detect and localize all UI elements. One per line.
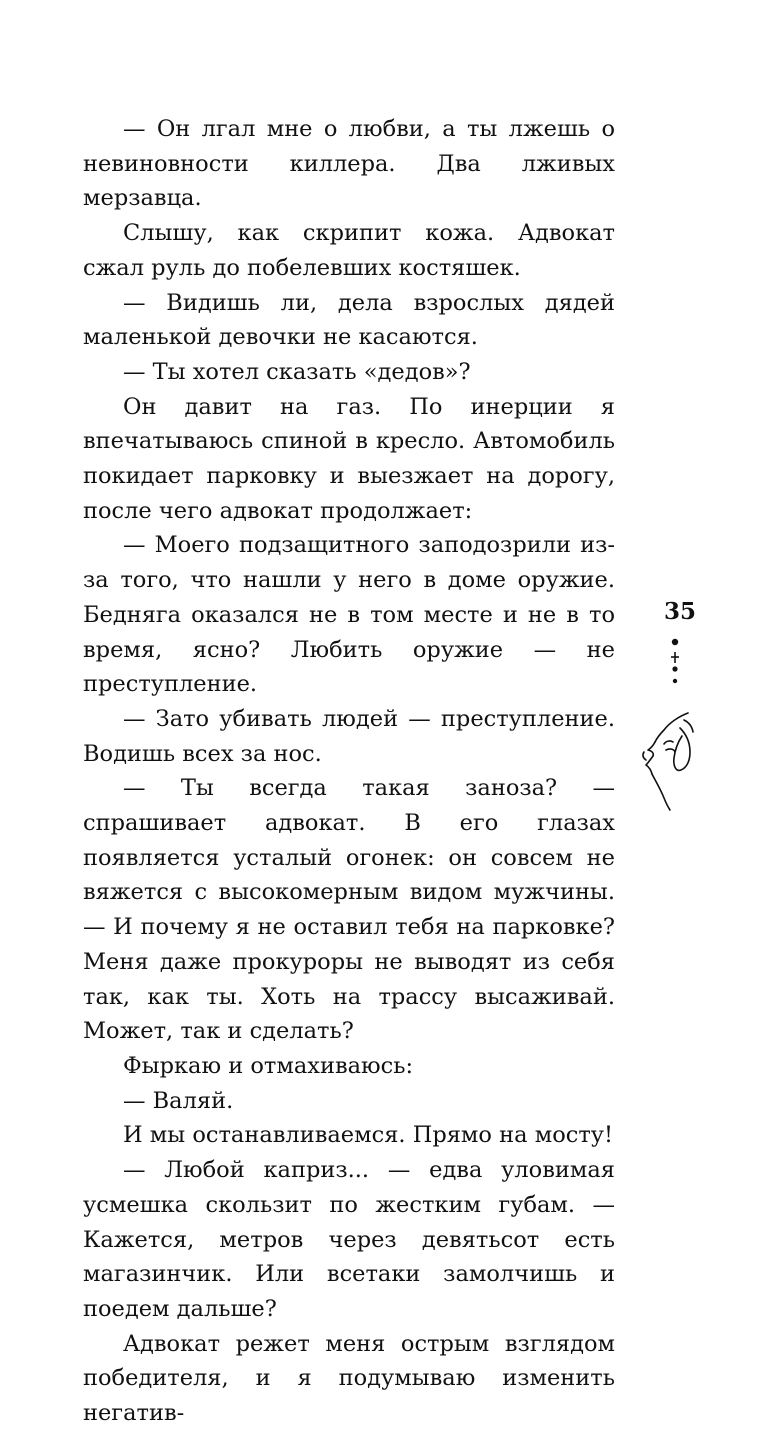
- paragraph: Адвокат режет меня острым взглядом победителя, и я подумываю изменить негатив-: [83, 1330, 615, 1427]
- paragraph: — Зато убивать людей — преступление. Водишь всех за нос.: [83, 705, 615, 767]
- dots-ornament-icon: [660, 636, 690, 688]
- paragraph: — Ты всегда такая заноза? — спрашивает адвокат. В его глазах появляется усталый огонек: он совсем не вяжется с высокомерным видом мужчины. — И почему я не оставил тебя на парковке? Меня даже прокуроры не выводят из себя так, как ты. Хоть на трассу высаживай. Может, так и сделать?: [83, 775, 615, 1045]
- body-text: [83, 112, 615, 1431]
- paragraph: — Он лгал мне о любви, а ты лжешь о невиновности киллера. Два лживых мерзавца.: [83, 116, 615, 212]
- paragraph: — Видишь ли, дела взрослых дядей маленькой девочки не касаются.: [83, 289, 615, 351]
- paragraph: Он давит на газ. По инерции я впечатываюсь спиной в кресло. Автомобиль покидает парковку и выезжает на дорогу, после чего адвокат продолжает:: [83, 393, 615, 524]
- paragraph: Слышу, как скрипит кожа. Адвокат сжал руль до побелевших костяшек.: [83, 220, 615, 281]
- paragraph: И мы останавливаемся. Прямо на мосту!: [123, 1122, 614, 1149]
- paragraph: — Ты хотел сказать «дедов»?: [123, 358, 471, 385]
- paragraph: Фыркаю и отмахиваюсь:: [123, 1052, 414, 1079]
- paragraph: — Моего подзащитного заподозрили из-за того, что нашли у него в доме оружие. Бедняга оказался не в том месте и не в то время, ясно? Любить оружие — не преступление.: [83, 532, 615, 698]
- paragraph: — Любой каприз... — едва уловимая усмешка скользит по жестким губам. — Кажется, метров через девятьсот есть магазинчик. Или всетаки замолчишь и поедем дальше?: [83, 1157, 615, 1322]
- page-number: 35: [663, 598, 696, 625]
- face-sketch-icon: [640, 708, 700, 813]
- paragraph: — Валяй.: [123, 1087, 234, 1114]
